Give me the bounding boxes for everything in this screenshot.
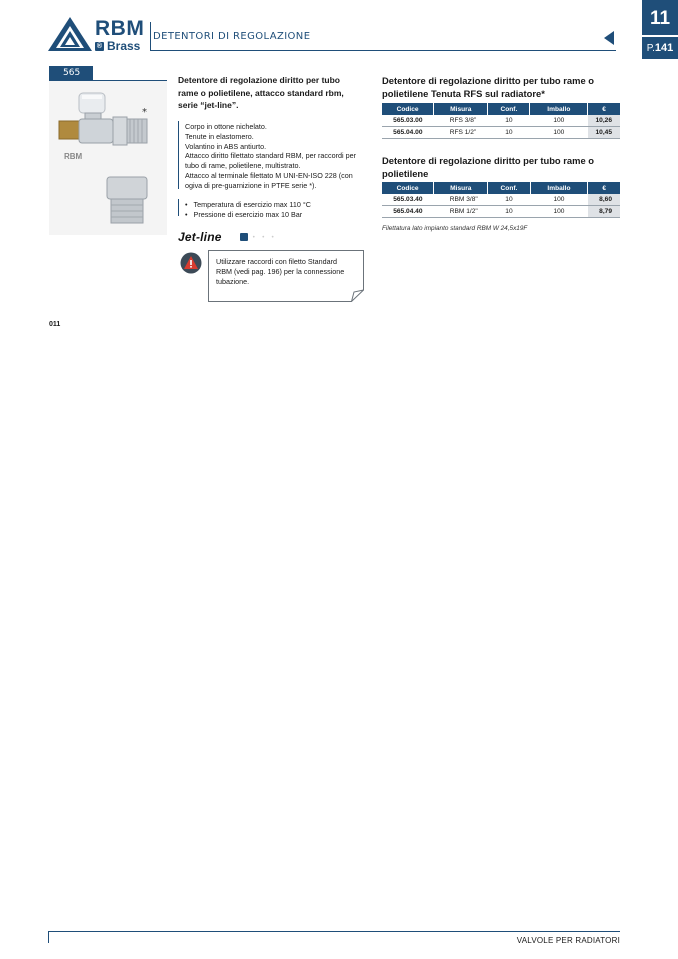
table-row [382, 194, 620, 206]
table-row [382, 206, 620, 218]
table1-title [382, 75, 622, 100]
cell-imballo: 100 [530, 206, 588, 218]
logo-brass-label: Brass [107, 39, 141, 53]
cell-misura: RFS 1/2” [434, 127, 488, 139]
col-misura: Misura [434, 103, 488, 115]
table-header-row [382, 103, 620, 115]
table-row [382, 127, 620, 139]
logo-rbm-text: RBM [95, 17, 145, 40]
description-line: Tenute in elastomero. [185, 131, 254, 141]
table-header-row [382, 182, 620, 194]
cell-price: 8,60 [588, 194, 620, 206]
page-prefix: P. [646, 43, 655, 54]
col-misura: Misura [434, 182, 488, 194]
description-line: Attacco diritto filettato standard RBM, per raccordi per [185, 151, 356, 161]
cell-code: 565.03.00 [382, 115, 434, 127]
footer-category: VALVOLE PER RADIATORI [516, 936, 620, 945]
header-rule [150, 50, 616, 51]
description-line: Corpo in ottone nichelato. [185, 122, 267, 131]
description-line: ogiva di pre-guarnizione in PTFE serie *). [185, 180, 317, 190]
cell-conf: 10 [488, 194, 530, 206]
table2-title-line: polietilene [382, 167, 429, 179]
price-table-rbm [382, 182, 620, 218]
note-line: Utilizzare raccordi con filetto Standard [216, 257, 338, 266]
logo-brass-text [95, 40, 140, 53]
col-imballo: Imballo [530, 103, 588, 115]
cell-misura: RBM 1/2" [434, 206, 488, 218]
description-line: Attacco al terminale filettato M UNI-EN-ISO 228 (con [185, 170, 353, 180]
table-row [382, 115, 620, 127]
header-divider [150, 22, 151, 51]
page-tab [642, 37, 678, 59]
col-price: € [588, 182, 620, 194]
cell-code: 565.04.40 [382, 206, 434, 218]
cell-conf: 10 [488, 206, 530, 218]
jet-line-badge-icon [240, 233, 248, 241]
col-price: € [588, 103, 620, 115]
cell-price: 10,26 [588, 115, 620, 127]
cell-imballo: 100 [530, 194, 588, 206]
cell-imballo: 100 [530, 127, 588, 139]
product-title-line: rame o polietilene, attacco standard rbm, [178, 87, 344, 98]
price-table-rfs [382, 103, 620, 139]
cell-conf: 10 [488, 115, 530, 127]
col-conf: Conf. [488, 182, 530, 194]
chapter-tab: 11 [642, 0, 678, 35]
cell-misura: RBM 3/8" [434, 194, 488, 206]
description-bar [178, 121, 179, 189]
cell-conf: 10 [488, 127, 530, 139]
col-codice: Codice [382, 103, 434, 115]
table2-title-line: Detentore di regolazione diritto per tubo rame o [382, 155, 594, 166]
table1-title-line: Detentore di regolazione diritto per tubo rame o [382, 75, 594, 86]
product-title [178, 74, 363, 112]
product-title-line: serie “jet-line”. [178, 100, 239, 110]
description-line: Volantino in ABS antiurto. [185, 141, 267, 151]
product-title-line: Detentore di regolazione diritto per tubo [178, 75, 340, 85]
description-line: tubo di rame, polietilene, multistrato. [185, 161, 301, 171]
rbm-logo-icon [48, 17, 92, 51]
section-title: DETENTORI DI REGOLAZIONE [153, 31, 311, 42]
spec-item: • Pressione di esercizio max 10 Bar [185, 210, 311, 220]
cell-imballo: 100 [530, 115, 588, 127]
page-code: 011 [49, 321, 61, 328]
cell-code: 565.04.00 [382, 127, 434, 139]
cell-price: 10,45 [588, 127, 620, 139]
product-description [185, 122, 370, 191]
specs-bar [178, 199, 179, 216]
note-line: tubazione. [216, 277, 250, 286]
jet-line-decoration: • • • [252, 234, 277, 241]
image-rbm-label: RBM [64, 152, 83, 161]
specs-list [185, 200, 311, 220]
warning-icon [180, 252, 202, 274]
col-imballo: Imballo [530, 182, 588, 194]
page-number: 141 [654, 42, 674, 54]
section-arrow-icon [604, 31, 614, 45]
product-code-badge: 565 [49, 66, 93, 80]
footer-rule [48, 931, 620, 932]
registered-icon: ® [96, 43, 103, 50]
footer-divider [48, 931, 49, 943]
jet-line-logo: Jet-line [178, 230, 222, 244]
image-asterisk: * [142, 107, 147, 118]
cell-misura: RFS 3/8” [434, 115, 488, 127]
table2-footnote: Filettatura lato impianto standard RBM W 24,5x19F [382, 225, 528, 232]
cell-price: 8,79 [588, 206, 620, 218]
col-codice: Codice [382, 182, 434, 194]
col-conf: Conf. [488, 103, 530, 115]
note-line: RBM (vedi pag. 196) per la connessione [216, 267, 345, 276]
spec-item: • Temperatura di esercizio max 110 °C [185, 200, 311, 210]
note-text [216, 257, 356, 287]
table1-title-line: polietilene Tenuta RFS sul radiatore* [382, 87, 545, 99]
table2-title [382, 155, 622, 180]
cell-code: 565.03.40 [382, 194, 434, 206]
